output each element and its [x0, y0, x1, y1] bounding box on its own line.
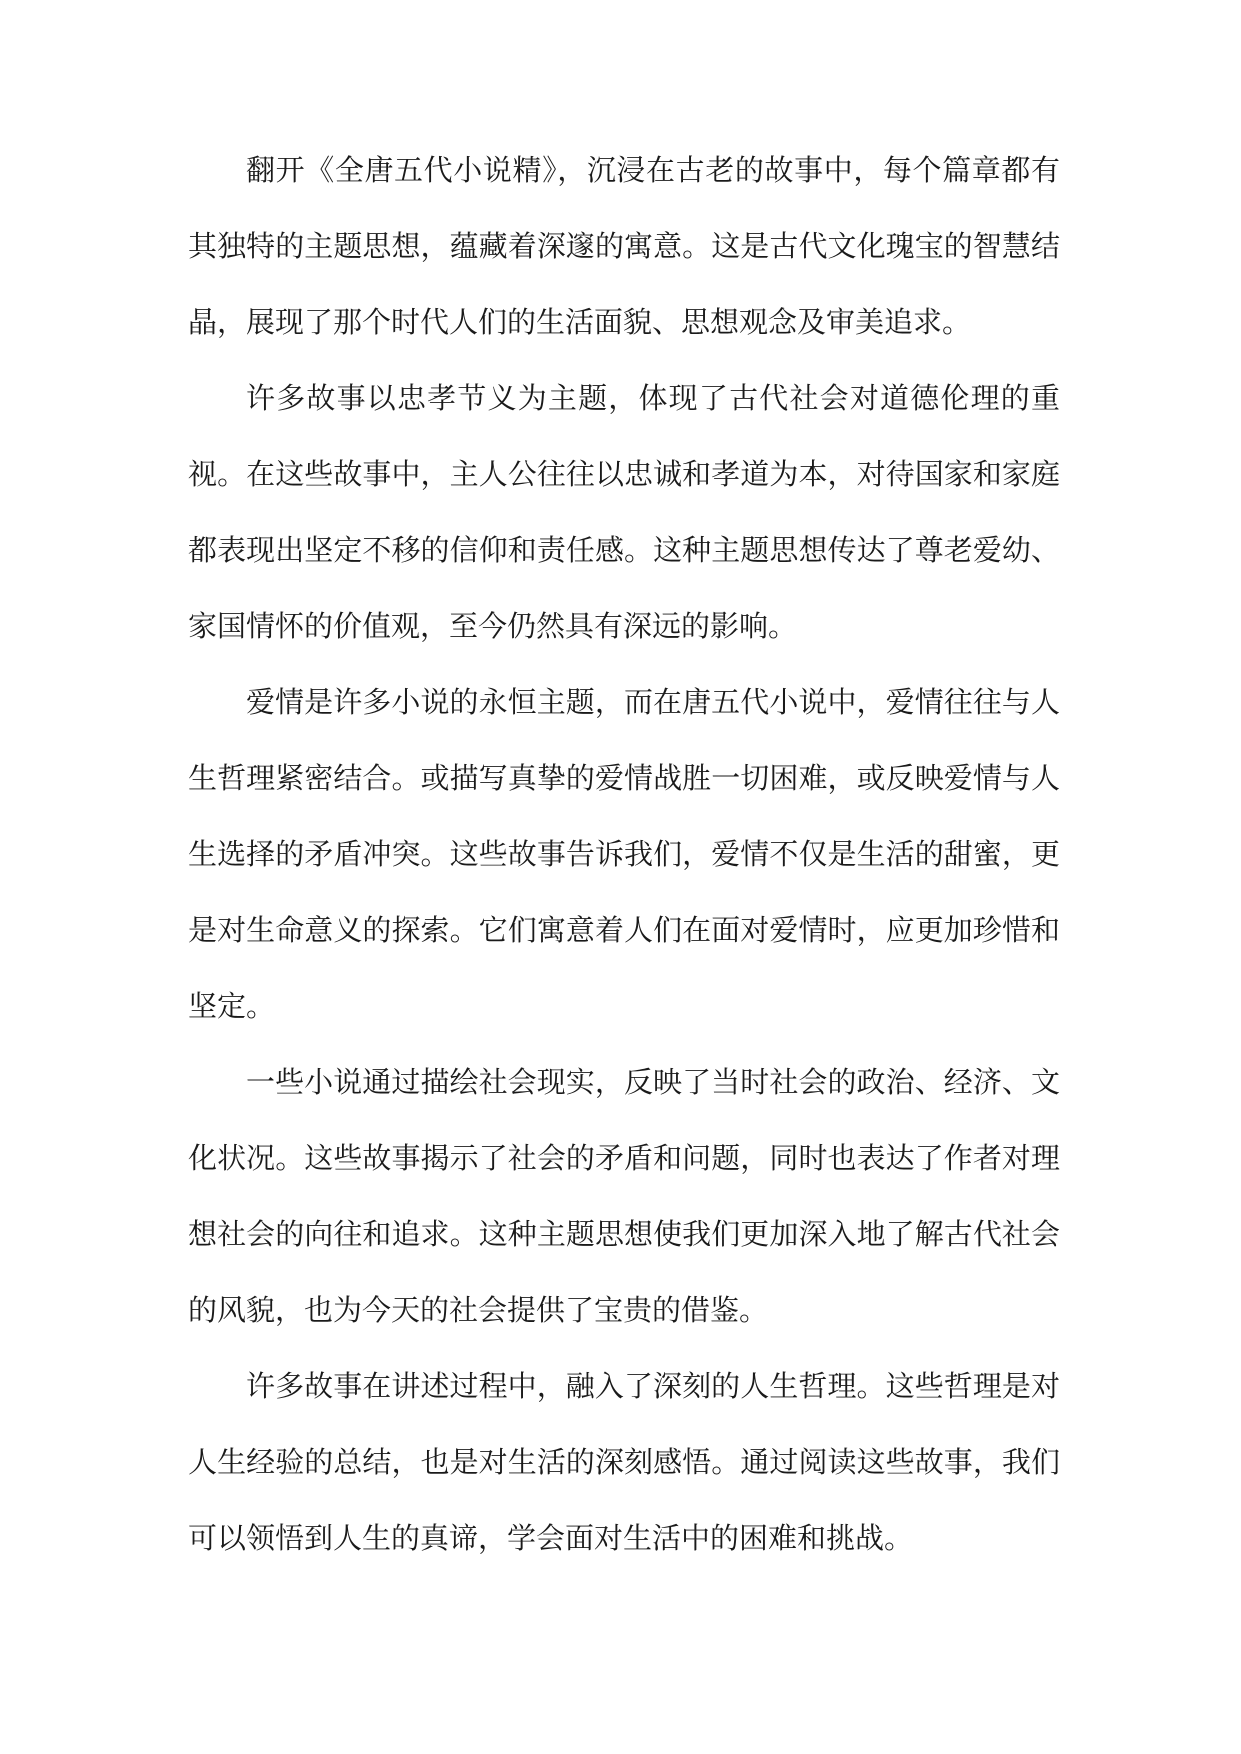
paragraph-4: 一些小说通过描绘社会现实，反映了当时社会的政治、经济、文化状况。这些故事揭示了社会的矛盾和问题，同时也表达了作者对理想社会的向往和追求。这种主题思想使我们更加深入地了解古代社会的风貌，也为今天的社会提供了宝贵的借鉴。: [188, 1065, 1060, 1327]
paragraph-5: 许多故事在讲述过程中，融入了深刻的人生哲理。这些哲理是对人生经验的总结，也是对生活的深刻感悟。通过阅读这些故事，我们可以领悟到人生的真谛，学会面对生活中的困难和挑战。: [188, 1369, 1060, 1555]
paragraph-3: 爱情是许多小说的永恒主题，而在唐五代小说中，爱情往往与人生哲理紧密结合。或描写真挚的爱情战胜一切困难，或反映爱情与人生选择的矛盾冲突。这些故事告诉我们，爱情不仅是生活的甜蜜，更是对生命意义的探索。它们寓意着人们在面对爱情时，应更加珍惜和坚定。: [188, 685, 1060, 1023]
paragraph-1: 翻开《全唐五代小说精》，沉浸在古老的故事中，每个篇章都有其独特的主题思想，蕴藏着深邃的寓意。这是古代文化瑰宝的智慧结晶，展现了那个时代人们的生活面貌、思想观念及审美追求。: [188, 153, 1060, 339]
body-text: [188, 132, 1060, 1576]
paragraph-2: 许多故事以忠孝节义为主题，体现了古代社会对道德伦理的重视。在这些故事中，主人公往往以忠诚和孝道为本，对待国家和家庭都表现出坚定不移的信仰和责任感。这种主题思想传达了尊老爱幼、家国情怀的价值观，至今仍然具有深远的影响。: [188, 381, 1060, 643]
